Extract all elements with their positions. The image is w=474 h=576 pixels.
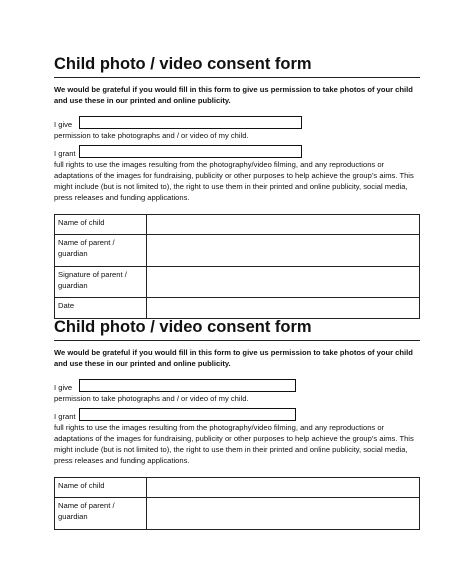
form-title: Child photo / video consent form <box>54 317 420 341</box>
date-field[interactable] <box>147 298 420 319</box>
name-of-parent-field[interactable] <box>147 235 420 267</box>
table-row <box>55 267 420 298</box>
field-label: Name of parent / guardian <box>55 235 147 267</box>
field-label: Signature of parent / guardian <box>55 267 147 298</box>
grant-text: full rights to use the images resulting from the photography/video filming, and any reproductions or adaptations of the images for fundraising, publicity or other purposes to help achieve the group’s aims. This might include (but is not limited to), the right to use them in their printed and online publicity, social media, press releases and funding applications. <box>54 160 414 202</box>
give-name-field[interactable] <box>79 379 296 392</box>
give-name-field[interactable] <box>79 116 302 129</box>
give-text: permission to take photographs and / or video of my child. <box>54 394 249 403</box>
table-row <box>55 215 420 235</box>
field-label: Name of parent / guardian <box>55 498 147 530</box>
consent-form-1 <box>54 54 420 319</box>
form-title: Child photo / video consent form <box>54 54 420 78</box>
field-label: Name of child <box>55 478 147 498</box>
name-of-child-field[interactable] <box>147 478 420 498</box>
grant-label: I grant <box>54 412 76 421</box>
form-intro: We would be grateful if you would fill in this form to give us permission to take photos of your child and use these in our printed and online publicity. <box>54 348 413 368</box>
give-label: I give <box>54 120 73 129</box>
signature-field[interactable] <box>147 267 420 298</box>
field-label: Name of child <box>55 215 147 235</box>
name-of-child-field[interactable] <box>147 215 420 235</box>
grant-label: I grant <box>54 149 76 158</box>
consent-form-2 <box>54 317 420 530</box>
give-row <box>54 116 420 129</box>
details-table <box>54 214 420 319</box>
grant-name-field[interactable] <box>79 145 302 158</box>
details-table <box>54 477 420 530</box>
form-intro: We would be grateful if you would fill in this form to give us permission to take photos of your child and use these in our printed and online publicity. <box>54 85 413 105</box>
field-label: Date <box>55 298 147 319</box>
table-row <box>55 478 420 498</box>
give-text: permission to take photographs and / or video of my child. <box>54 131 249 140</box>
grant-row <box>54 145 420 158</box>
grant-name-field[interactable] <box>79 408 296 421</box>
table-row <box>55 298 420 319</box>
grant-text: full rights to use the images resulting from the photography/video filming, and any reproductions or adaptations of the images for fundraising, publicity or other purposes to help achieve the group’s aims. This might include (but is not limited to), the right to use them in their printed and online publicity, social media, press releases and funding applications. <box>54 423 414 465</box>
give-label: I give <box>54 383 73 392</box>
table-row <box>55 498 420 530</box>
table-row <box>55 235 420 267</box>
name-of-parent-field[interactable] <box>147 498 420 530</box>
give-row <box>54 379 420 392</box>
grant-row <box>54 408 420 421</box>
